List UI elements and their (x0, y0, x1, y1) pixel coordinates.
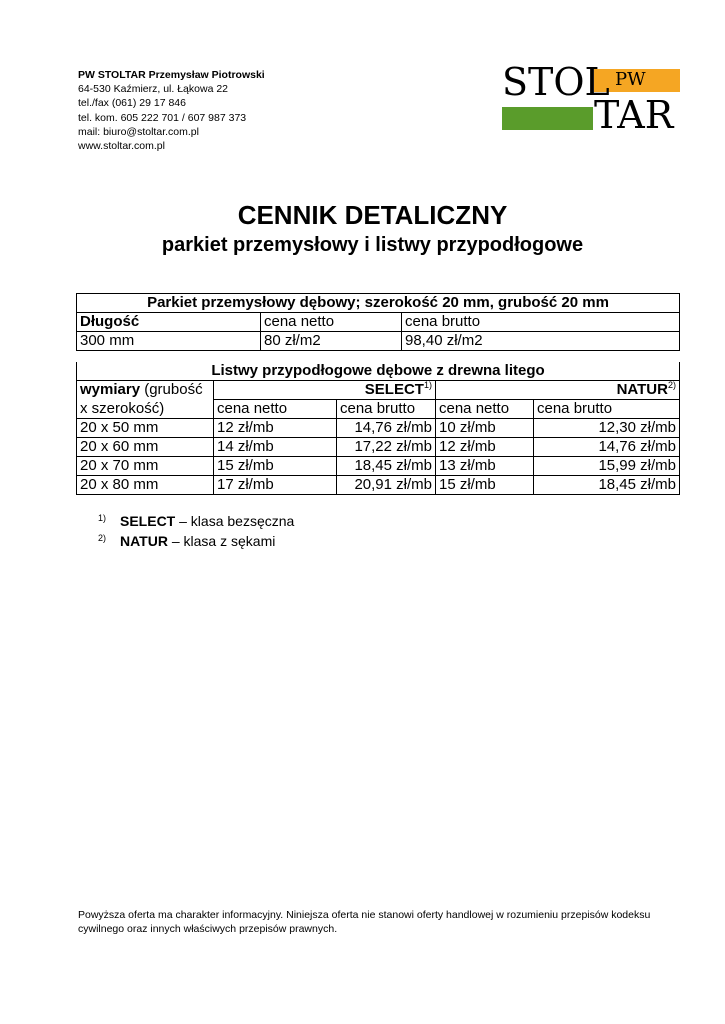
natur-header (436, 381, 680, 400)
row-select-brutto: 18,45 zł/mb (337, 457, 436, 476)
company-address: 64-530 Kaźmierz, ul. Łąkowa 22 (78, 83, 228, 96)
select-col-brutto: cena brutto (337, 400, 436, 419)
company-info (78, 68, 265, 153)
page-title: CENNIK DETALICZNY (237, 200, 508, 230)
row-natur-brutto: 12,30 zł/mb (534, 419, 680, 438)
row-natur-netto: 12 zł/mb (436, 438, 534, 457)
table-row (77, 332, 680, 351)
footnote-text: – klasa z sękami (167, 533, 276, 549)
footnote-term: SELECT (120, 513, 176, 529)
select-label: SELECT (364, 381, 424, 398)
select-mark: 1) (423, 380, 432, 390)
footnote-text: – klasa bezsęczna (175, 513, 295, 529)
natur-col-brutto: cena brutto (534, 400, 680, 419)
table-row (77, 438, 680, 457)
parkiet-netto: 80 zł/m2 (261, 332, 402, 351)
listwy-table (76, 362, 680, 495)
parkiet-table (76, 293, 680, 351)
listwy-dim-label-rest: (grubość (140, 381, 203, 399)
company-www: www.stoltar.com.pl (78, 140, 165, 153)
row-select-netto: 12 zł/mb (214, 419, 337, 438)
footnote (98, 532, 294, 552)
natur-label: NATUR (616, 381, 668, 398)
row-dimension: 20 x 80 mm (77, 476, 214, 495)
listwy-header: Listwy przypodłogowe dębowe z drewna litego (77, 362, 680, 381)
stoltar-logo (502, 60, 682, 137)
page-subtitle: parkiet przemysłowy i listwy przypodłogowe (161, 234, 584, 256)
logo-text-tar: TAR (594, 93, 674, 137)
select-col-netto: cena netto (214, 400, 337, 419)
row-select-brutto: 17,22 zł/mb (337, 438, 436, 457)
row-select-netto: 14 zł/mb (214, 438, 337, 457)
footnote-term: NATUR (120, 533, 168, 549)
logo-text-stol: STOL (502, 60, 610, 104)
natur-mark: 2) (667, 380, 676, 390)
logo-text-pw: PW (615, 69, 646, 90)
row-natur-brutto: 18,45 zł/mb (534, 476, 680, 495)
row-natur-netto: 15 zł/mb (436, 476, 534, 495)
parkiet-col-netto: cena netto (261, 313, 402, 332)
company-telfax: tel./fax (061) 29 17 846 (78, 97, 186, 110)
footnote-mark: 1) (98, 513, 107, 523)
footnote-mark: 2) (98, 533, 107, 543)
footnote (98, 512, 294, 532)
parkiet-col-length: Długość (77, 313, 261, 332)
parkiet-brutto: 98,40 zł/m2 (402, 332, 680, 351)
table-row (77, 476, 680, 495)
row-dimension: 20 x 50 mm (77, 419, 214, 438)
listwy-dim-label (77, 381, 214, 400)
row-natur-netto: 13 zł/mb (436, 457, 534, 476)
row-select-brutto: 14,76 zł/mb (337, 419, 436, 438)
listwy-dim-label-line2: x szerokość) (77, 400, 214, 419)
row-natur-brutto: 15,99 zł/mb (534, 457, 680, 476)
legal-footer: Powyższa oferta ma charakter informacyjny. Niniejsza oferta nie stanowi oferty handlowej w rozumieniu przepisów kodeksu cywilnego oraz innych właściwych przepisów prawnych. (78, 909, 651, 935)
row-select-netto: 15 zł/mb (214, 457, 337, 476)
parkiet-length: 300 mm (77, 332, 261, 351)
natur-col-netto: cena netto (436, 400, 534, 419)
listwy-dim-label-bold: wymiary (80, 381, 141, 399)
select-header (214, 381, 436, 400)
row-select-brutto: 20,91 zł/mb (337, 476, 436, 495)
parkiet-col-brutto: cena brutto (402, 313, 680, 332)
row-select-netto: 17 zł/mb (214, 476, 337, 495)
row-natur-brutto: 14,76 zł/mb (534, 438, 680, 457)
row-dimension: 20 x 70 mm (77, 457, 214, 476)
logo-green-block (502, 107, 593, 130)
footnotes (98, 512, 294, 552)
parkiet-header: Parkiet przemysłowy dębowy; szerokość 20 mm, grubość 20 mm (77, 294, 680, 313)
row-natur-netto: 10 zł/mb (436, 419, 534, 438)
table-row (77, 419, 680, 438)
company-mail: mail: biuro@stoltar.com.pl (78, 125, 199, 138)
row-dimension: 20 x 60 mm (77, 438, 214, 457)
company-mobile: tel. kom. 605 222 701 / 607 987 373 (78, 111, 247, 124)
table-row (77, 457, 680, 476)
company-name: PW STOLTAR Przemysław Piotrowski (78, 69, 265, 81)
